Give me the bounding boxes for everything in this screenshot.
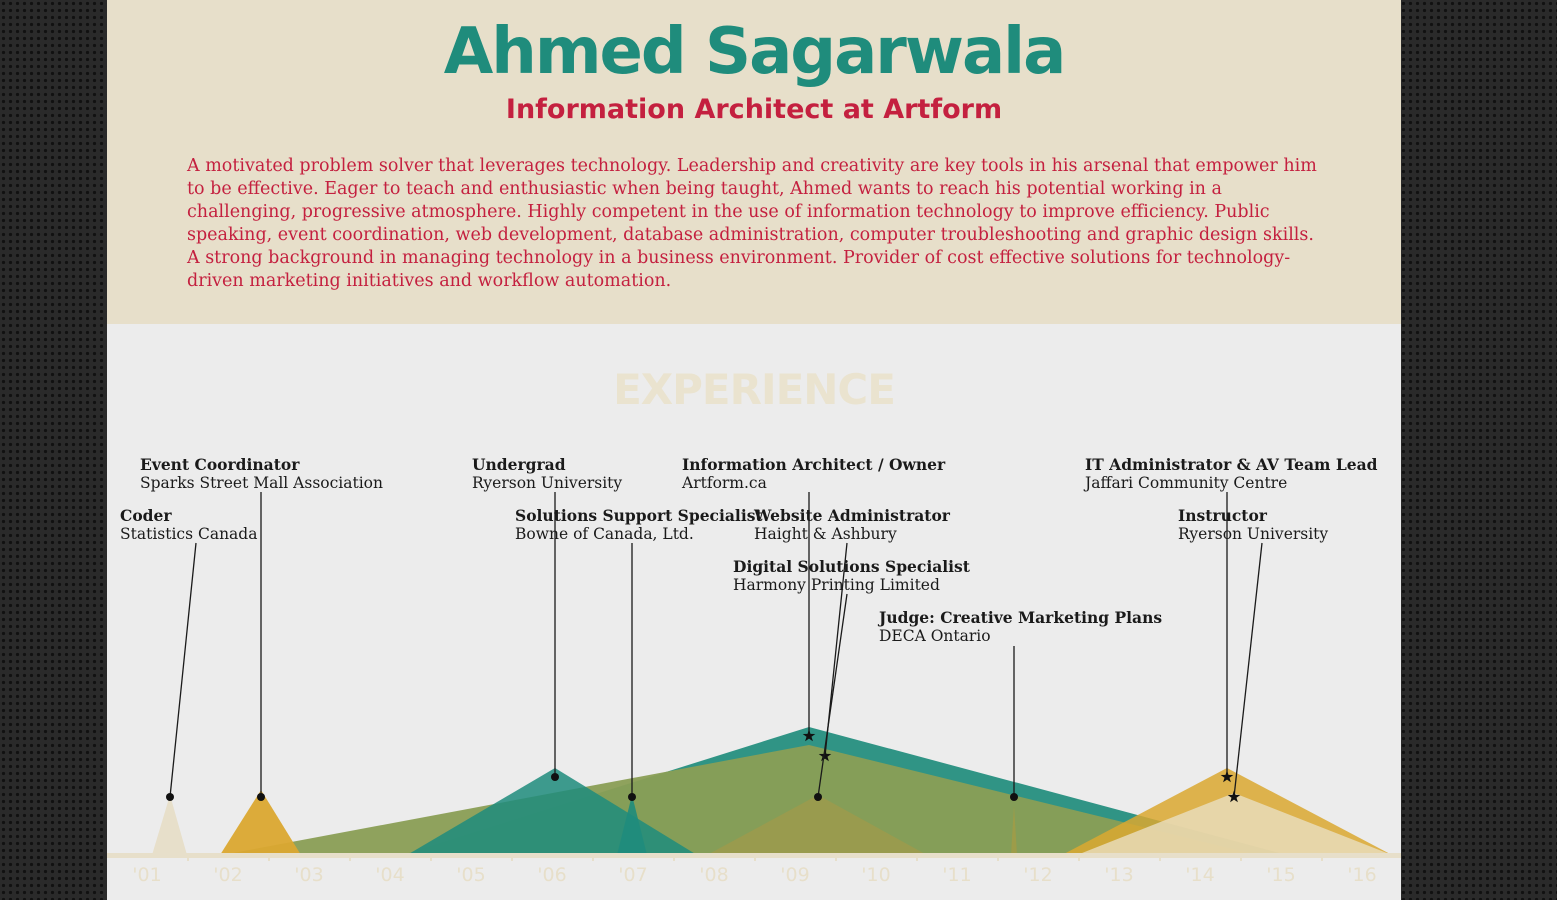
experience-organization: Jaffari Community Centre (1085, 474, 1288, 492)
year-tick (187, 855, 189, 861)
experience-label (754, 506, 950, 544)
leader-line (1234, 543, 1262, 797)
summary-paragraph: A motivated problem solver that leverages technology. Leadership and creativity are key tools in his arsenal that empower him to be effective. Eager to teach and enthusiastic when being taught, Ahmed wants to reach his potential working in a challenging, progressive atmosphere. Highly competent in the use of information technology to improve efficiency. Public speaking, event coordination, web development, database administration, computer troubleshooting and graphic design skills. A strong background in managing technology in a business environment. Provider of cost effective solutions for technology-driven marketing initiatives and workflow automation. (187, 156, 1317, 291)
experience-title: Digital Solutions Specialist (733, 557, 970, 576)
experience-title: Event Coordinator (140, 455, 300, 474)
year-tick (511, 855, 513, 861)
year-tick-label: '16 (1347, 864, 1377, 886)
year-tick-label: '02 (213, 864, 243, 886)
dot-marker (1010, 793, 1018, 801)
experience-organization: Sparks Street Mall Association (140, 474, 383, 492)
experience-organization: Harmony Printing Limited (733, 576, 940, 594)
experience-title: Solutions Support Specialist (515, 506, 763, 525)
year-tick-label: '08 (699, 864, 729, 886)
year-tick (1321, 855, 1323, 861)
experience-organization: Statistics Canada (120, 525, 258, 543)
year-tick (592, 855, 594, 861)
year-tick-label: '03 (294, 864, 324, 886)
year-tick-label: '06 (537, 864, 567, 886)
experience-timeline (107, 0, 1401, 900)
experience-organization: Ryerson University (1178, 525, 1329, 543)
experience-label (733, 557, 970, 595)
timeline-area-statscan (152, 795, 187, 855)
year-tick (1078, 855, 1080, 861)
year-tick-label: '01 (132, 864, 162, 886)
year-tick-label: '10 (861, 864, 891, 886)
year-tick (1240, 855, 1242, 861)
year-tick-label: '07 (618, 864, 648, 886)
year-tick (268, 855, 270, 861)
dot-marker (257, 793, 265, 801)
job-title: Information Architect at Artform (505, 94, 1003, 125)
experience-title: Judge: Creative Marketing Plans (879, 608, 1163, 627)
year-tick-label: '11 (942, 864, 972, 886)
person-name: Ahmed Sagarwala (443, 15, 1065, 89)
year-tick-label: '04 (375, 864, 405, 886)
experience-title: IT Administrator & AV Team Lead (1085, 455, 1378, 474)
experience-title: Information Architect / Owner (682, 455, 946, 474)
year-tick (1159, 855, 1161, 861)
experience-organization: DECA Ontario (879, 627, 991, 645)
dot-marker (628, 793, 636, 801)
experience-organization: Artform.ca (682, 474, 767, 492)
year-tick-label: '14 (1185, 864, 1215, 886)
experience-label (1085, 455, 1377, 493)
year-tick (349, 855, 351, 861)
experience-label (1178, 506, 1328, 544)
experience-organization: Ryerson University (472, 474, 623, 492)
experience-title: Undergrad (472, 455, 566, 474)
dot-marker (551, 773, 559, 781)
year-tick (754, 855, 756, 861)
year-tick-label: '12 (1023, 864, 1053, 886)
experience-heading: EXPERIENCE (613, 365, 895, 414)
experience-label (472, 455, 622, 493)
year-tick (997, 855, 999, 861)
experience-organization: Haight & Ashbury (754, 525, 897, 543)
experience-label (515, 506, 763, 544)
experience-label (120, 506, 257, 544)
dot-marker (814, 793, 822, 801)
year-tick (835, 855, 837, 861)
experience-label (682, 455, 945, 493)
year-tick-label: '15 (1266, 864, 1296, 886)
experience-organization: Bowne of Canada, Ltd. (515, 525, 694, 543)
dot-marker (166, 793, 174, 801)
leader-line (170, 543, 196, 797)
experience-title: Website Administrator (754, 506, 950, 525)
experience-label (140, 455, 383, 493)
experience-label (879, 608, 1162, 646)
year-tick (916, 855, 918, 861)
resume-sheet (107, 0, 1401, 900)
year-tick-label: '13 (1104, 864, 1134, 886)
year-tick (673, 855, 675, 861)
year-tick (430, 855, 432, 861)
experience-title: Instructor (1178, 506, 1267, 525)
experience-title: Coder (120, 506, 172, 525)
year-tick-label: '05 (456, 864, 486, 886)
year-tick-label: '09 (780, 864, 810, 886)
